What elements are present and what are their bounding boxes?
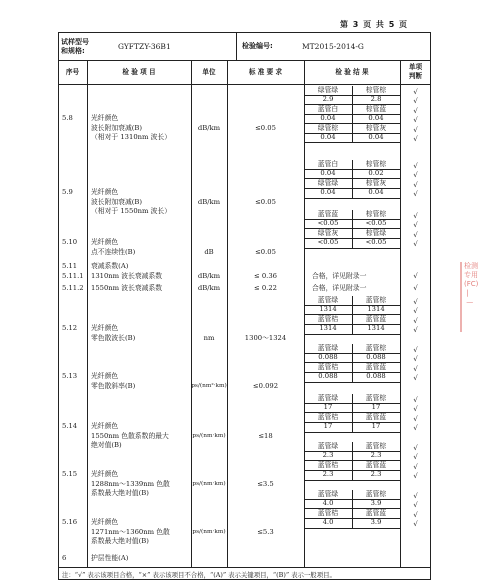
row-item-line: 1271nm～1360nm 色散 bbox=[91, 527, 170, 536]
judge-check-mark: √ bbox=[413, 230, 418, 239]
result-cell: 2.3 bbox=[370, 451, 382, 460]
row-item-line: 1310nm 波长衰减系数 bbox=[91, 272, 163, 280]
result-cell: 棕管棕 bbox=[365, 160, 387, 168]
result-cell: 1314 bbox=[367, 305, 385, 314]
result-cell: 17 bbox=[323, 422, 333, 431]
result-block-bottom bbox=[304, 142, 400, 143]
result-cell: 0.088 bbox=[318, 353, 338, 362]
col-header-judge: 单项 判断 bbox=[408, 63, 423, 80]
result-cell: <0.05 bbox=[365, 238, 387, 247]
row-requirement: ≤0.05 bbox=[255, 247, 276, 256]
result-cell: 2.9 bbox=[322, 95, 334, 104]
result-cell: 蓝管蓝 bbox=[317, 210, 339, 218]
result-cell: 1314 bbox=[367, 324, 385, 333]
result-cell: 蓝管桔 bbox=[317, 412, 339, 421]
row-seq: 5.14 bbox=[62, 422, 78, 430]
row-unit: ps/(nm·km) bbox=[192, 480, 226, 487]
col-sep-2 bbox=[191, 60, 192, 568]
result-cell: 0.088 bbox=[366, 353, 386, 362]
report-no-value: MT2015-2014-G bbox=[302, 42, 364, 51]
row-requirement: ≤ 0.36 bbox=[254, 272, 277, 280]
judge-check-mark: √ bbox=[413, 190, 418, 199]
row-unit: dB/km bbox=[197, 123, 221, 132]
judge-check-mark: √ bbox=[413, 180, 418, 189]
row-seq: 5.11.2 bbox=[62, 284, 84, 292]
row-item-line: （相对于 1550nm 波长） bbox=[91, 207, 172, 215]
result-cell: 蓝管白 bbox=[317, 160, 339, 168]
result-block-bottom bbox=[304, 334, 400, 335]
row-unit: nm bbox=[203, 333, 215, 342]
result-cell: 0.04 bbox=[320, 169, 336, 178]
col-header-seq: 序号 bbox=[65, 68, 80, 76]
red-stamp-seal: 检测 专用 (FC) | — bbox=[460, 262, 486, 332]
result-cell: <0.05 bbox=[317, 238, 339, 247]
judge-check-mark: √ bbox=[413, 88, 418, 96]
row-requirement: ≤0.092 bbox=[252, 381, 279, 390]
col-header-item: 检 验 项 目 bbox=[122, 68, 156, 76]
result-cell: 17 bbox=[323, 403, 333, 412]
result-cell: 蓝管桔 bbox=[317, 460, 339, 469]
row-item-line: 护层性能(A) bbox=[91, 554, 129, 562]
row-item-line: 1550nm 波长衰减系数 bbox=[91, 284, 163, 292]
result-cell: 蓝管绿 bbox=[317, 344, 339, 352]
result-column-divider bbox=[352, 490, 353, 528]
result-cell: 蓝管棕 bbox=[365, 442, 387, 450]
judge-check-mark: √ bbox=[413, 346, 418, 354]
result-cell: 0.04 bbox=[368, 114, 384, 123]
result-cell: 4.0 bbox=[322, 518, 334, 527]
result-cell: 棕管棕 bbox=[365, 86, 387, 94]
judge-check-mark: √ bbox=[413, 453, 418, 462]
judge-check-mark: √ bbox=[413, 125, 418, 134]
result-cell: 蓝管棕 bbox=[365, 490, 387, 498]
row-item-line: 光纤颜色 bbox=[91, 372, 119, 380]
judge-check-mark: √ bbox=[413, 307, 418, 316]
result-cell: 棕管灰 bbox=[365, 178, 387, 187]
judge-check-mark: √ bbox=[413, 298, 418, 306]
result-cell: 蓝管蓝 bbox=[365, 362, 387, 371]
judge-check-mark: √ bbox=[413, 240, 418, 249]
judge-check-mark: √ bbox=[413, 520, 418, 529]
sample-model-label: 试样型号 和规格: bbox=[61, 38, 89, 55]
result-cell: 蓝管桔 bbox=[317, 314, 339, 323]
judge-check-mark: √ bbox=[413, 424, 418, 433]
report-no-label: 检验编号: bbox=[242, 42, 273, 50]
result-cell: 棕管灰 bbox=[365, 123, 387, 132]
judge-check-mark: √ bbox=[413, 212, 418, 220]
judge-check-mark: √ bbox=[413, 116, 418, 125]
judge-check-mark: √ bbox=[413, 171, 418, 180]
result-cell: 蓝管绿 bbox=[317, 490, 339, 498]
row-item-line: 波长附加衰减(B) bbox=[91, 197, 143, 206]
result-cell: 1314 bbox=[319, 324, 337, 333]
result-column-divider bbox=[352, 160, 353, 198]
judge-check-mark: √ bbox=[413, 355, 418, 364]
row-seq: 5.10 bbox=[62, 238, 78, 246]
row-result-text: 合格，详见附录一 bbox=[312, 272, 367, 280]
row-item-line: 系数最大绝对值(B) bbox=[91, 489, 149, 497]
result-cell: 2.3 bbox=[322, 451, 334, 460]
row-item-line: 光纤颜色 bbox=[91, 188, 119, 196]
result-block-bottom bbox=[304, 528, 400, 529]
result-cell: 2.3 bbox=[370, 470, 382, 479]
row-requirement: ≤5.3 bbox=[257, 527, 274, 536]
result-cell: 蓝管绿 bbox=[317, 394, 339, 402]
judge-check-mark: √ bbox=[413, 135, 418, 143]
footer-divider bbox=[58, 567, 431, 568]
row-requirement: 1300～1324 bbox=[244, 333, 287, 342]
judge-check-mark: √ bbox=[413, 472, 418, 481]
judge-check-mark: √ bbox=[413, 444, 418, 452]
judge-check-mark: √ bbox=[413, 510, 418, 519]
row-item-line: 点不连续性(B) bbox=[91, 247, 136, 256]
result-cell: 蓝管棕 bbox=[365, 296, 387, 304]
column-header-divider bbox=[58, 84, 431, 85]
row-seq: 5.12 bbox=[62, 324, 78, 332]
judge-check-mark: √ bbox=[413, 414, 418, 423]
row-unit: dB/km bbox=[197, 197, 221, 206]
row-seq: 5.11.1 bbox=[62, 272, 84, 280]
judge-check-mark: √ bbox=[413, 272, 418, 280]
row-unit: dB bbox=[204, 247, 214, 256]
result-cell: 3.9 bbox=[370, 499, 382, 508]
result-column-divider bbox=[352, 86, 353, 142]
row-item-line: 光纤颜色 bbox=[91, 518, 119, 526]
result-cell: 蓝管棕 bbox=[365, 394, 387, 402]
result-cell: 0.088 bbox=[366, 372, 386, 381]
row-seq: 6 bbox=[62, 554, 67, 562]
col-header-result: 检 验 结 果 bbox=[335, 68, 369, 76]
row-unit: dB/km bbox=[197, 284, 221, 292]
row-item-line: 系数最大绝对值(B) bbox=[91, 537, 149, 545]
judge-check-mark: √ bbox=[413, 374, 418, 383]
result-block-bottom bbox=[304, 480, 400, 481]
col-sep-1 bbox=[87, 60, 88, 568]
row-item-line: 波长附加衰减(B) bbox=[91, 123, 143, 132]
result-cell: 2.8 bbox=[370, 95, 382, 104]
row-item-line: 光纤颜色 bbox=[91, 114, 119, 122]
result-cell: 3.9 bbox=[370, 518, 382, 527]
result-cell: 蓝管蓝 bbox=[365, 508, 387, 517]
judge-check-mark: √ bbox=[413, 501, 418, 510]
result-cell: 0.04 bbox=[320, 114, 336, 123]
col-header-requirement: 标 准 要 求 bbox=[248, 68, 283, 76]
judge-check-mark: √ bbox=[413, 462, 418, 471]
sample-model-value: GYFTZY-36B1 bbox=[118, 42, 171, 51]
judge-check-mark: √ bbox=[413, 284, 418, 292]
result-cell: 棕管绿 bbox=[365, 228, 387, 237]
row-item-line: 零色散斜率(B) bbox=[91, 381, 136, 390]
row-item-line: 零色散波长(B) bbox=[91, 333, 136, 342]
result-cell: 0.04 bbox=[368, 133, 384, 141]
row-requirement: ≤3.5 bbox=[257, 479, 274, 488]
row-item-line: 衰减系数(A) bbox=[91, 262, 129, 270]
page-number: 第 3 页 共 5 页 bbox=[340, 20, 409, 29]
row-requirement: ≤18 bbox=[258, 431, 273, 440]
row-item-line: 光纤颜色 bbox=[91, 324, 119, 332]
result-block-bottom bbox=[304, 382, 400, 383]
footer-note: 注：“√” 表示该项目合格，“×” 表示该项目不合格，“(A)” 表示关键项目，“(B)” 表示一般项目。 bbox=[62, 571, 336, 579]
row-seq: 5.8 bbox=[62, 114, 73, 122]
result-cell: 绿管棕 bbox=[317, 123, 339, 132]
row-seq: 5.15 bbox=[62, 470, 78, 478]
result-cell: 绿管灰 bbox=[317, 228, 339, 237]
result-cell: 蓝管白 bbox=[317, 104, 339, 113]
result-column-divider bbox=[352, 442, 353, 480]
judge-check-mark: √ bbox=[413, 97, 418, 106]
row-seq: 5.9 bbox=[62, 188, 73, 196]
result-cell: <0.05 bbox=[365, 219, 387, 228]
row-requirement: ≤0.05 bbox=[255, 123, 276, 132]
result-column-divider bbox=[352, 296, 353, 334]
result-cell: 0.02 bbox=[368, 169, 384, 178]
row-item-line: 光纤颜色 bbox=[91, 422, 119, 430]
row-item-line: 光纤颜色 bbox=[91, 470, 119, 478]
result-cell: 17 bbox=[371, 422, 381, 431]
result-column-divider bbox=[352, 210, 353, 248]
result-cell: 棕管棕 bbox=[365, 210, 387, 218]
row-result-text: 合格，详见附录一 bbox=[312, 284, 367, 292]
result-cell: 2.3 bbox=[322, 470, 334, 479]
row-unit: ps/(nm²·km) bbox=[191, 382, 227, 389]
result-column-divider bbox=[352, 394, 353, 432]
judge-check-mark: √ bbox=[413, 492, 418, 500]
row-seq: 5.11 bbox=[62, 262, 78, 270]
header-divider bbox=[58, 60, 431, 61]
result-cell: 0.04 bbox=[320, 188, 336, 197]
row-item-line: 1550nm 色散系数的最大 bbox=[91, 431, 169, 440]
result-cell: 0.04 bbox=[368, 188, 384, 197]
judge-check-mark: √ bbox=[413, 221, 418, 230]
result-cell: 棕管蓝 bbox=[365, 104, 387, 113]
row-item-line: 绝对值(B) bbox=[91, 441, 122, 449]
result-cell: 1314 bbox=[319, 305, 337, 314]
result-cell: 蓝管桔 bbox=[317, 362, 339, 371]
judge-check-mark: √ bbox=[413, 405, 418, 414]
result-cell: 蓝管蓝 bbox=[365, 412, 387, 421]
row-item-line: 1288nm～1339nm 色散 bbox=[91, 479, 170, 488]
result-cell: 绿管绿 bbox=[317, 178, 339, 187]
judge-check-mark: √ bbox=[413, 326, 418, 335]
result-cell: 0.04 bbox=[320, 133, 336, 141]
judge-check-mark: √ bbox=[413, 316, 418, 325]
row-seq: 5.16 bbox=[62, 518, 78, 526]
judge-check-mark: √ bbox=[413, 106, 418, 115]
result-block-bottom bbox=[304, 432, 400, 433]
result-column-divider bbox=[352, 344, 353, 382]
result-cell: 蓝管绿 bbox=[317, 296, 339, 304]
result-cell: <0.05 bbox=[317, 219, 339, 228]
row-requirement: ≤ 0.22 bbox=[254, 284, 277, 292]
col-header-unit: 单位 bbox=[202, 68, 216, 76]
judge-check-mark: √ bbox=[413, 396, 418, 404]
judge-check-mark: √ bbox=[413, 162, 418, 170]
meta-divider bbox=[236, 32, 237, 60]
result-cell: 蓝管绿 bbox=[317, 442, 339, 450]
col-sep-3 bbox=[227, 60, 228, 568]
result-cell: 4.0 bbox=[322, 499, 334, 508]
result-cell: 蓝管蓝 bbox=[365, 460, 387, 469]
result-cell: 蓝管蓝 bbox=[365, 314, 387, 323]
row-unit: dB/km bbox=[197, 272, 221, 280]
result-cell: 17 bbox=[371, 403, 381, 412]
result-cell: 蓝管棕 bbox=[365, 344, 387, 352]
judge-check-mark: √ bbox=[413, 364, 418, 373]
result-cell: 0.088 bbox=[318, 372, 338, 381]
row-item-line: （相对于 1310nm 波长） bbox=[91, 133, 172, 141]
result-cell: 绿管绿 bbox=[317, 86, 339, 94]
result-block-bottom bbox=[304, 198, 400, 199]
result-block-bottom bbox=[304, 248, 400, 249]
row-seq: 5.13 bbox=[62, 372, 78, 380]
row-requirement: ≤0.05 bbox=[255, 197, 276, 206]
row-unit: ps/(nm·km) bbox=[192, 432, 226, 439]
row-item-line: 光纤颜色 bbox=[91, 238, 119, 246]
row-unit: ps/(nm·km) bbox=[192, 528, 226, 535]
result-cell: 蓝管桔 bbox=[317, 508, 339, 517]
